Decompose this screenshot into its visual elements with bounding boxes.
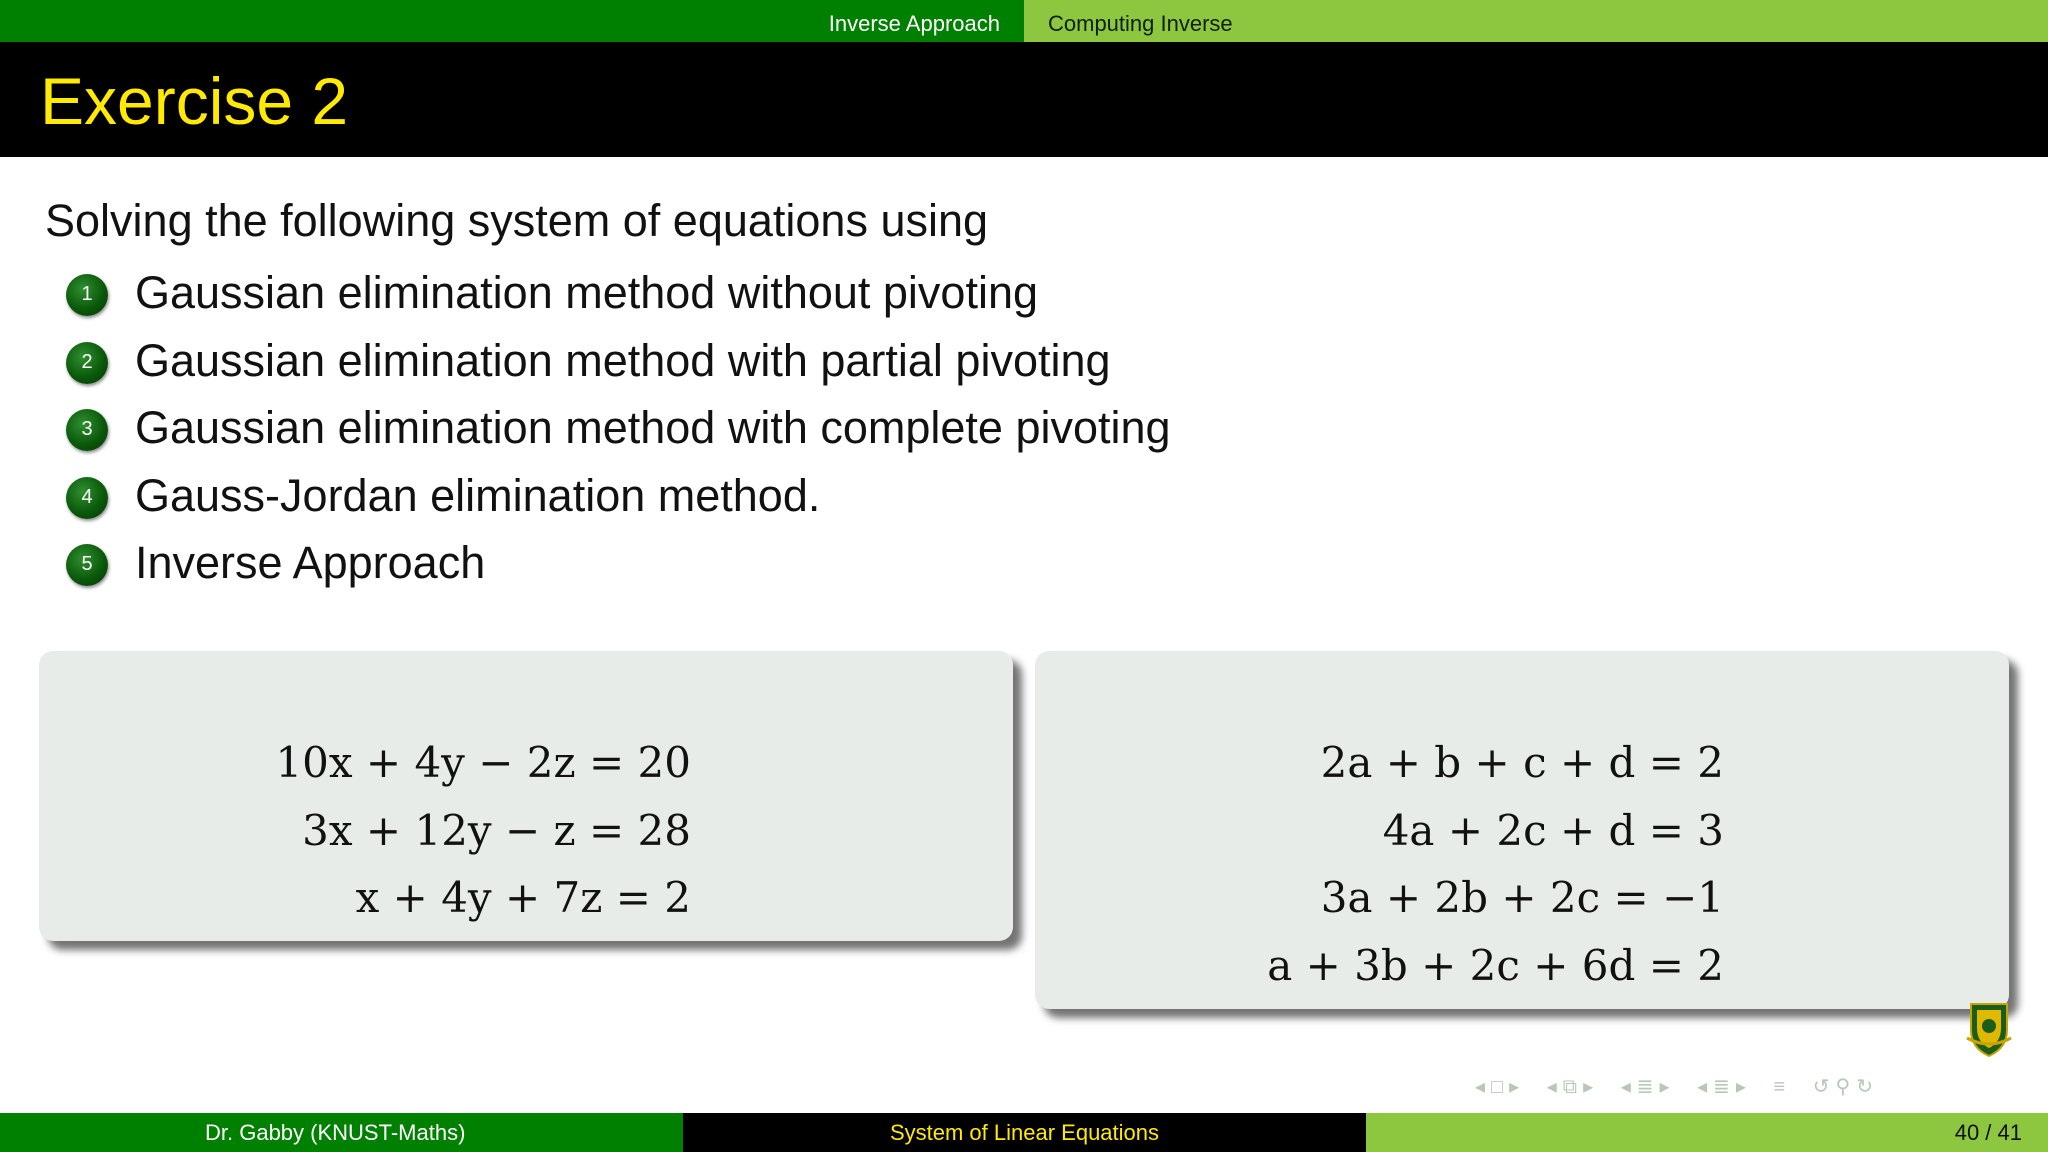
method-label: Gaussian elimination method with partial pivoting	[135, 334, 1111, 386]
numbered-bullet: 5	[66, 544, 108, 586]
nav-frame-prev-icon[interactable]: ◂	[1475, 1076, 1486, 1098]
nav-subsection-link[interactable]: Computing Inverse	[1048, 11, 1233, 36]
equation-system-box-1	[39, 651, 1013, 941]
nav-frame-icon[interactable]: □	[1491, 1076, 1504, 1098]
nav-subsection-next-icon[interactable]: ▸	[1583, 1076, 1594, 1098]
numbered-bullet: 2	[66, 342, 108, 384]
equation-system-box-2	[1035, 651, 2009, 1009]
nav-back-icon[interactable]: ↺	[1812, 1076, 1830, 1098]
nav-subsection-prev-icon[interactable]: ◂	[1546, 1076, 1557, 1098]
nav-part-prev-icon[interactable]: ◂	[1697, 1076, 1708, 1098]
page-number: 40 / 41	[1954, 1120, 2022, 1145]
header-nav-bar	[0, 0, 2048, 42]
equation-line: 4a + 2c + d = 3	[1382, 805, 1724, 855]
method-label: Gauss-Jordan elimination method.	[135, 469, 821, 521]
equation-line: a + 3b + 2c + 6d = 2	[1267, 940, 1724, 990]
knust-logo-icon	[1963, 1000, 2015, 1058]
footer-author-panel	[0, 1113, 683, 1152]
nav-subsection-area	[1024, 0, 2048, 42]
equation-line: 3x + 12y − z = 28	[302, 805, 691, 855]
equation-line: x + 4y + 7z = 2	[355, 873, 691, 922]
nav-toc-icon[interactable]: ≡	[1773, 1076, 1786, 1098]
equation-line: 10x + 4y − 2z = 20	[275, 738, 691, 787]
nav-section-link[interactable]: Inverse Approach	[828, 11, 1000, 36]
numbered-bullet: 4	[66, 477, 108, 519]
numbered-bullet: 1	[66, 274, 108, 316]
slide-title-bar	[0, 42, 2048, 157]
footer-bar	[0, 1113, 2048, 1152]
equation-stack	[275, 729, 691, 932]
nav-search-icon[interactable]: ⚲	[1835, 1076, 1851, 1098]
footer-author: Dr. Gabby (KNUST-Maths)	[205, 1120, 466, 1145]
footer-page-panel	[1366, 1113, 2048, 1152]
nav-frame-next-icon[interactable]: ▸	[1509, 1076, 1520, 1098]
equation-line: 3a + 2b + 2c = −1	[1320, 873, 1724, 922]
method-label: Gaussian elimination method without pivoting	[135, 267, 1039, 318]
slide-title: Exercise 2	[40, 64, 349, 138]
nav-section-icon[interactable]: ≣	[1636, 1076, 1654, 1098]
footer-title: System of Linear Equations	[683, 1113, 1366, 1152]
beamer-navigation-controls	[1475, 1074, 1879, 1104]
nav-subsection-icon[interactable]: ⧉	[1562, 1076, 1578, 1098]
method-label: Gaussian elimination method with complete pivoting	[135, 402, 1171, 453]
nav-forward-icon[interactable]: ↻	[1856, 1076, 1873, 1098]
equation-line: 2a + b + c + d = 2	[1320, 738, 1724, 787]
numbered-bullet: 3	[66, 409, 108, 451]
nav-section-next-icon[interactable]: ▸	[1659, 1076, 1670, 1098]
nav-part-icon[interactable]: ≣	[1713, 1076, 1730, 1098]
method-label: Inverse Approach	[135, 537, 486, 588]
nav-part-next-icon[interactable]: ▸	[1735, 1076, 1746, 1098]
slide-intro-text: Solving the following system of equations using	[45, 195, 989, 246]
equation-stack	[1267, 729, 1724, 999]
nav-section-prev-icon[interactable]: ◂	[1620, 1076, 1631, 1098]
